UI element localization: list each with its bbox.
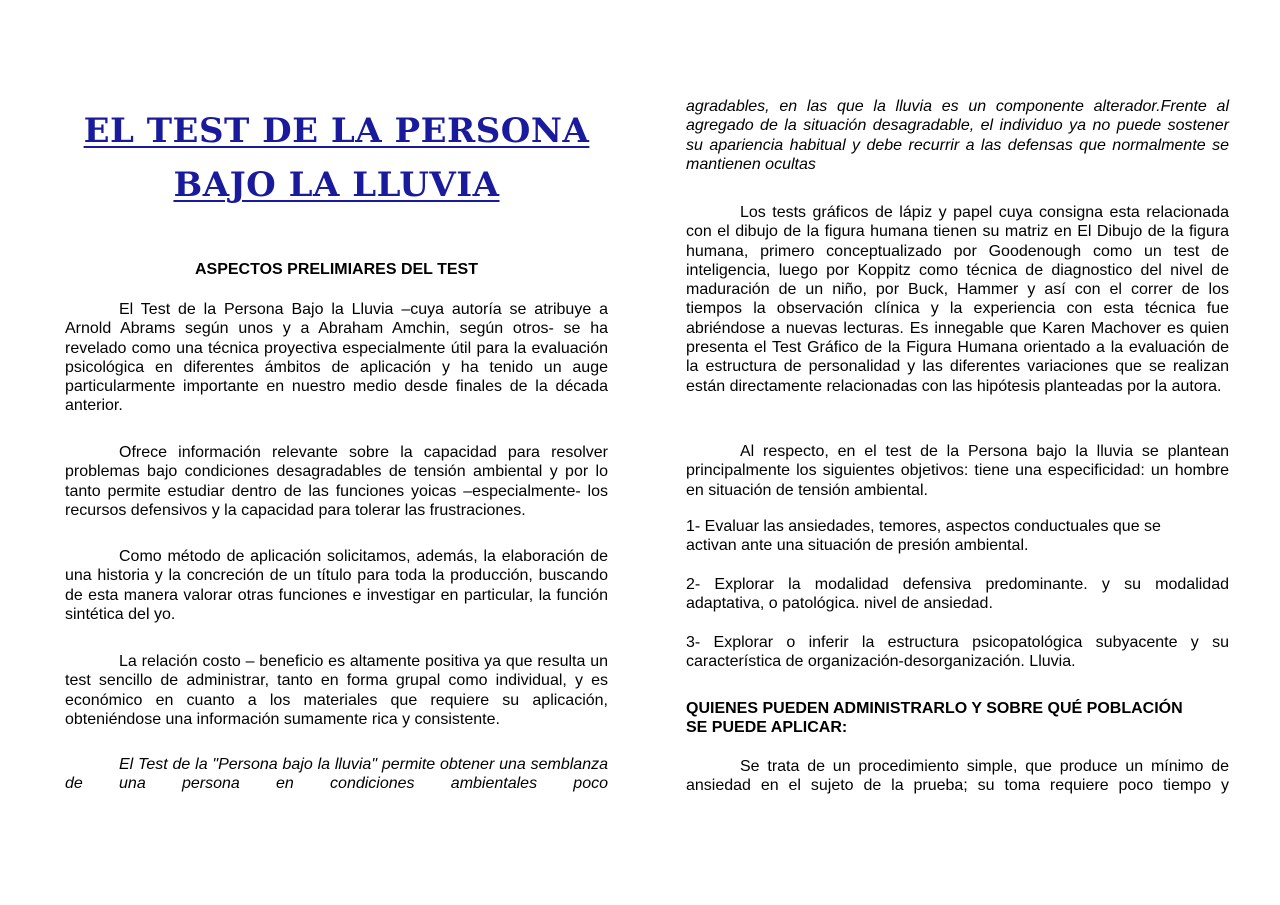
paragraph-italic: agradables, en las que la lluvia es un componente alterador.Frente al agregado de la situación desagradable, el individuo ya no puede sostener su apariencia habitual y debe recurrir a las defensas que normalmente se mantienen ocultas	[686, 98, 1229, 173]
title-line-2: BAJO LA LLUVIA	[173, 165, 500, 205]
title-line-1: EL TEST DE LA PERSONA	[83, 111, 590, 151]
section-heading-line-2: SE PUEDE APLICAR:	[686, 719, 848, 736]
paragraph: Se trata de un procedimiento simple, que produce un mínimo de ansiedad en el sujeto de la prueba; su toma requiere poco tiempo y	[686, 758, 1229, 795]
paragraph: Al respecto, en el test de la Persona bajo la lluvia se plantean principalmente los siguientes objetivos: tiene una especificidad: un hombre en situación de tensión ambiental.	[686, 443, 1229, 499]
document-title	[65, 104, 608, 212]
objective-item-2: 2- Explorar la modalidad defensiva predominante. y su modalidad adaptativa, o patológica. nivel de ansiedad.	[686, 576, 1229, 613]
objective-item-1-line-2: activan ante una situación de presión ambiental.	[686, 537, 1029, 554]
objective-item-1-line-1: 1- Evaluar las ansiedades, temores, aspectos conductuales que se	[686, 518, 1161, 535]
paragraph: El Test de la Persona Bajo la Lluvia –cuya autoría se atribuye a Arnold Abrams según unos y a Abraham Amchin, según otros- se ha revelado como una técnica proyectiva especialmente útil para la evaluación psicológica en diferentes ámbitos de aplicación y ha tenido un auge particularmente importante en nuestro medio desde finales de la década anterior.	[65, 301, 608, 415]
section-heading-preliminares: ASPECTOS PRELIMIARES DEL TEST	[194, 261, 478, 278]
objective-item-3: 3- Explorar o inferir la estructura psicopatológica subyacente y su característica de organización-desorganización. Lluvia.	[686, 634, 1229, 671]
paragraph: La relación costo – beneficio es altamente positiva ya que resulta un test sencillo de administrar, tanto en forma grupal como individual, y es económico en cuanto a los materiales que requiere su aplicación, obteniéndose una información sumamente rica y consistente.	[65, 653, 608, 728]
paragraph: Ofrece información relevante sobre la capacidad para resolver problemas bajo condiciones desagradables de tensión ambiental y por lo tanto permite estudiar dentro de las funciones yoicas –especialmente- los recursos defensivos y la capacidad para tolerar las frustraciones.	[65, 444, 608, 519]
section-heading-line-1: QUIENES PUEDEN ADMINISTRARLO Y SOBRE QUÉ POBLACIÓN	[686, 700, 1183, 717]
paragraph: Como método de aplicación solicitamos, además, la elaboración de una historia y la concreción de un título para toda la producción, buscando de esta manera valorar otras funciones e investigar en particular, la función sintética del yo.	[65, 548, 608, 623]
paragraph-italic: El Test de la "Persona bajo la lluvia" permite obtener una semblanza de una persona en condiciones ambientales poco	[65, 756, 608, 793]
paragraph: Los tests gráficos de lápiz y papel cuya consigna esta relacionada con el dibujo de la figura humana tienen su matriz en El Dibujo de la figura humana, primero conceptualizado por Goodenough como un test de inteligencia, luego por Koppitz como técnica de diagnostico del nivel de maduración de un niño, por Buck, Hammer y así con el correr de los tiempos la observación clínica y la experiencia con esta técnica fue abriéndose a nuevas lecturas. Es innegable que Karen Machover es quien presenta el Test Gráfico de la Figura Humana orientado a la evaluación de la estructura de personalidad y las diferentes variaciones que se realizan están directamente relacionadas con las hipótesis planteadas por la autora.	[686, 204, 1229, 395]
